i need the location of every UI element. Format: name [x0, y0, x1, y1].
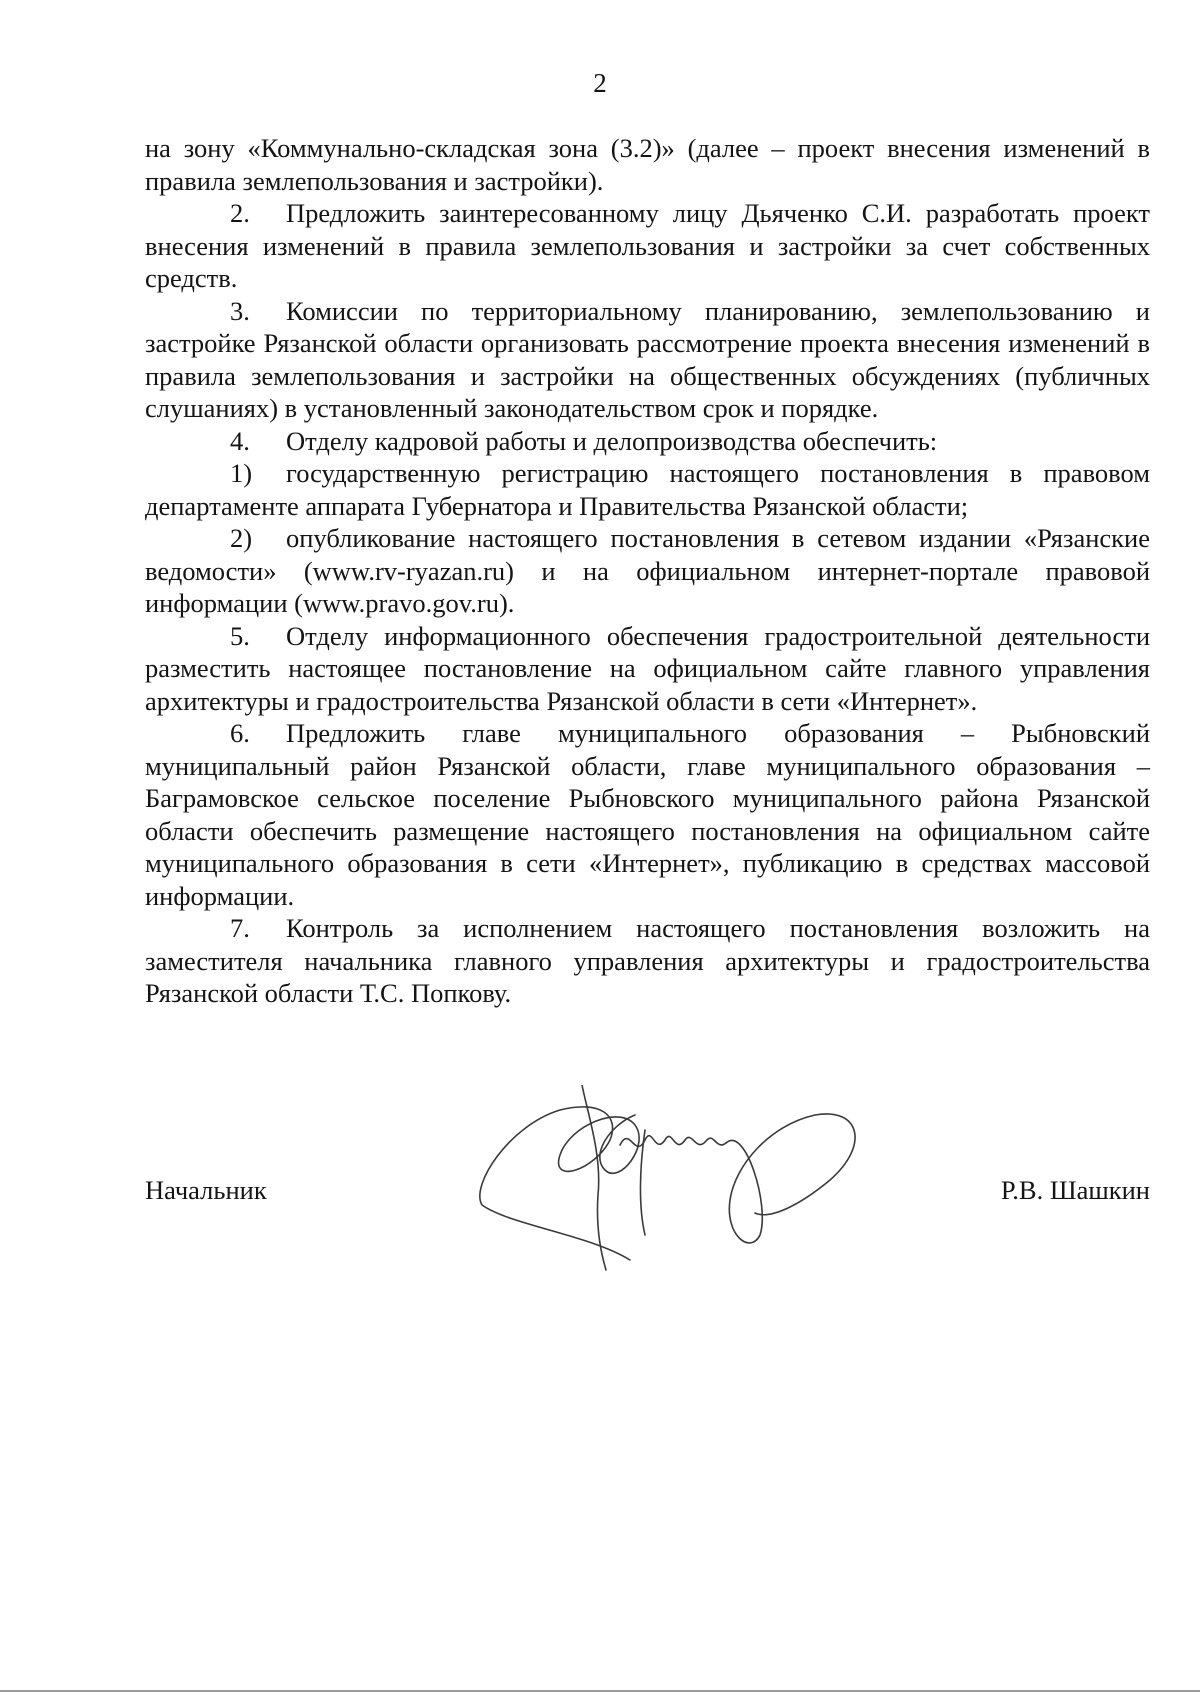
signer-name: Р.В. Шашкин	[1000, 1175, 1150, 1205]
item-number: 3.	[230, 295, 250, 326]
paragraph-text: государственную регистрацию настоящего постановления в правовом департаменте аппарата Губернатора и Правительства Рязанской области;	[145, 458, 1150, 521]
paragraph-text: Контроль за исполнением настоящего постановления возложить на заместителя начальника главного управления архитектуры и градостроительства Рязанской области Т.С. Попкову.	[145, 913, 1150, 1008]
item-number: 2.	[230, 198, 250, 228]
paragraph-item-4	[145, 425, 1150, 458]
paragraph-text: Отделу информационного обеспечения градостроительной деятельности разместить настоящее постановление на официальном сайте главного управления архитектуры и градостроительства Рязанской области в сети «Интернет».	[145, 620, 1150, 716]
paragraph-text: Предложить заинтересованному лицу Дьяченко С.И. разработать проект внесения изменений в правила землепользования и застройки за счет собственных средств.	[145, 198, 1150, 293]
signer-title: Начальник	[145, 1175, 267, 1205]
item-number: 1)	[230, 458, 253, 488]
paragraph-item-6	[145, 717, 1150, 912]
item-number: 7.	[230, 913, 250, 943]
item-number: 5.	[230, 620, 250, 651]
paragraph-item-5	[145, 620, 1150, 718]
paragraph-subitem-1	[145, 457, 1150, 522]
handwritten-signature	[470, 1085, 910, 1275]
paragraph-text: Отделу кадровой работы и делопроизводства обеспечить:	[286, 425, 938, 456]
paragraph-text: Комиссии по территориальному планированию, землепользованию и застройке Рязанской области организовать рассмотрение проекта внесения изменений в правила землепользования и застройки на общественных обсуждениях (публичных слушаниях) в установленный законодательством срок и порядке.	[145, 295, 1150, 423]
item-number: 4.	[230, 425, 250, 456]
scan-edge-line	[0, 1690, 1200, 1692]
paragraph-item-2	[145, 197, 1150, 295]
paragraph-text: опубликование настоящего постановления в сетевом издании «Рязанские ведомости» (www.rv-ryazan.ru) и на официальном интернет-портале правовой информации (www.pravo.gov.ru).	[145, 523, 1150, 618]
paragraph-item-7	[145, 912, 1150, 1010]
item-number: 6.	[230, 718, 250, 748]
paragraph-subitem-2	[145, 522, 1150, 620]
item-number: 2)	[230, 523, 253, 553]
document-body	[145, 132, 1150, 1010]
paragraph-item-3	[145, 295, 1150, 425]
paragraph-continuation	[145, 132, 1150, 197]
paragraph-text: на зону «Коммунально-складская зона (3.2)» (далее – проект внесения изменений в правила землепользования и застройки).	[145, 133, 1150, 196]
paragraph-text: Предложить главе муниципального образования – Рыбновский муниципальный район Рязанской области, главе муниципального образования – Баграмовское сельское поселение Рыбновского муниципального района Рязанской области обеспечить размещение настоящего постановления на официальном сайте муниципального образования в сети «Интернет», публикацию в средствах массовой информации.	[145, 718, 1150, 911]
page-number: 2	[593, 68, 607, 98]
